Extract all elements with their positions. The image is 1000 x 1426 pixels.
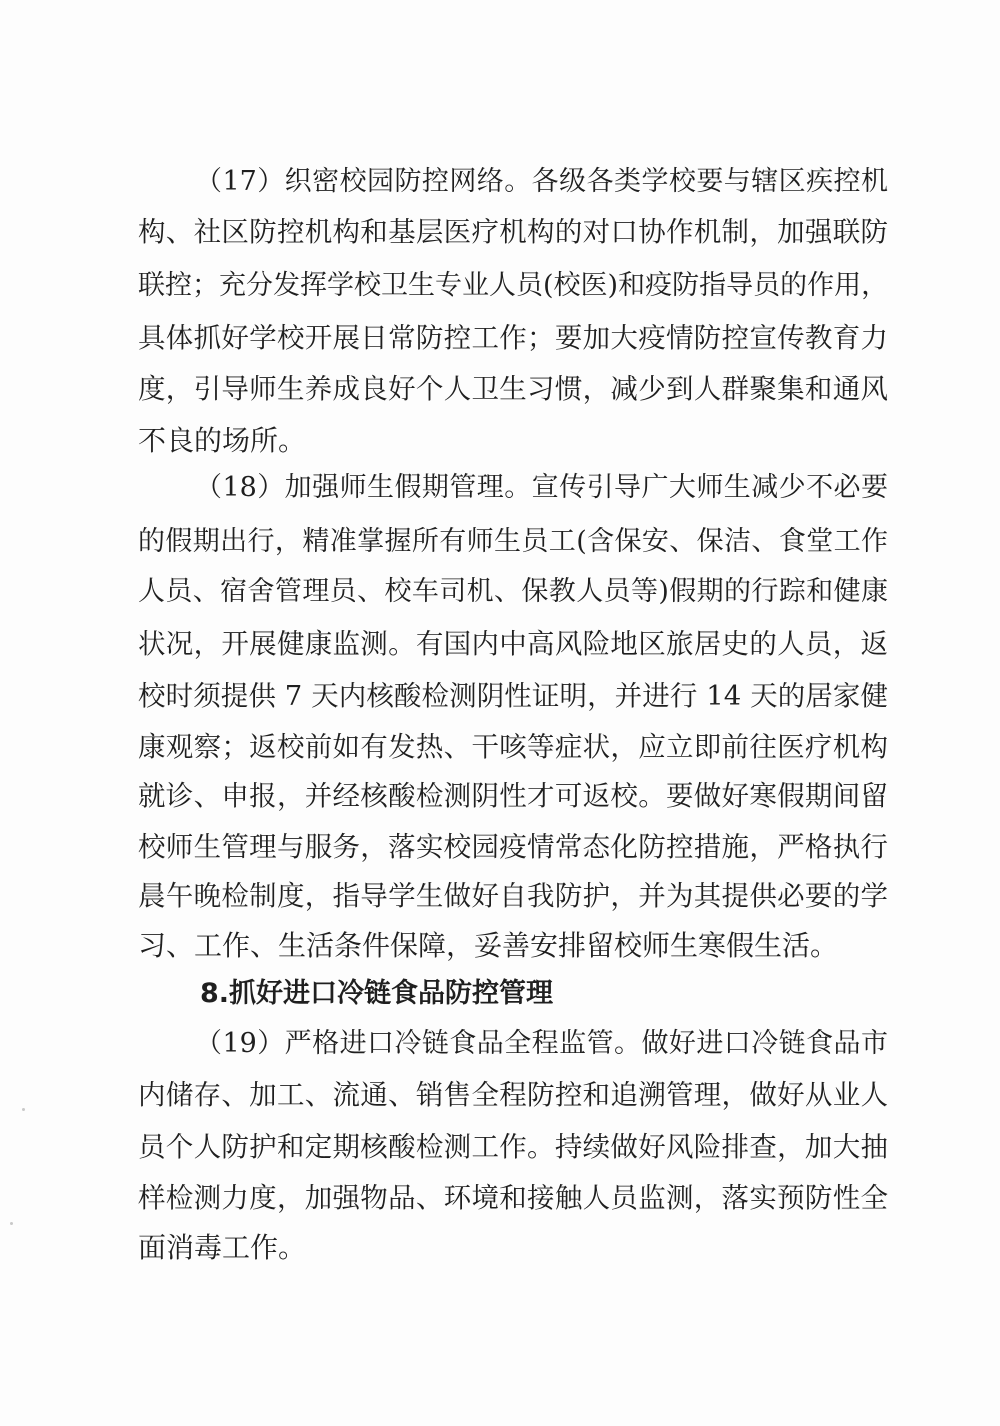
paragraph-19-line-4: 样检测力度，加强物品、环境和接触人员监测，落实预防性全: [138, 1182, 888, 1214]
paragraph-19-line-1: （19）严格进口冷链食品全程监管。做好进口冷链食品市: [195, 1028, 888, 1059]
section-heading-8: 8.抓好进口冷链食品防控管理: [200, 978, 554, 1009]
paragraph-18-line-4: 状况，开展健康监测。有国内中高风险地区旅居史的人员，返: [138, 628, 888, 660]
scan-artifact: [10, 1222, 13, 1225]
scan-artifact: [22, 1108, 25, 1111]
paragraph-18-line-3: 人员、宿舍管理员、校车司机、保教人员等)假期的行踪和健康: [138, 576, 888, 607]
paragraph-18-line-5: 校时须提供 7 天内核酸检测阴性证明，并进行 14 天的居家健: [138, 680, 888, 712]
paragraph-18-line-1: （18）加强师生假期管理。宣传引导广大师生减少不必要: [195, 472, 888, 503]
paragraph-19-line-5: 面消毒工作。: [138, 1231, 307, 1264]
paragraph-17-line-2: 构、社区防控机构和基层医疗机构的对口协作机制，加强联防: [138, 216, 888, 248]
paragraph-18-line-6: 康观察；返校前如有发热、干咳等症状，应立即前往医疗机构: [138, 731, 888, 763]
paragraph-18-line-7: 就诊、申报，并经核酸检测阴性才可返校。要做好寒假期间留: [138, 780, 888, 812]
paragraph-19-line-2: 内储存、加工、流通、销售全程防控和追溯管理，做好从业人: [138, 1079, 888, 1111]
paragraph-17-line-5: 度，引导师生养成良好个人卫生习惯，减少到人群聚集和通风: [138, 373, 888, 405]
paragraph-18-line-2: 的假期出行，精准掌握所有师生员工(含保安、保洁、食堂工作: [138, 526, 888, 557]
paragraph-18-line-8: 校师生管理与服务，落实校园疫情常态化防控措施，严格执行: [138, 831, 888, 863]
paragraph-17-line-6: 不良的场所。: [138, 424, 307, 457]
paragraph-17-line-4: 具体抓好学校开展日常防控工作；要加大疫情防控宣传教育力: [138, 322, 888, 354]
paragraph-18-line-10: 习、工作、生活条件保障，妥善安排留校师生寒假生活。: [138, 929, 839, 962]
paragraph-19-line-3: 员个人防护和定期核酸检测工作。持续做好风险排查，加大抽: [138, 1131, 888, 1163]
paragraph-17-line-1: （17）织密校园防控网络。各级各类学校要与辖区疾控机: [195, 166, 888, 197]
paragraph-18-line-9: 晨午晚检制度，指导学生做好自我防护，并为其提供必要的学: [138, 880, 888, 912]
paragraph-17-line-3: 联控；充分发挥学校卫生专业人员(校医)和疫防指导员的作用，: [138, 270, 889, 301]
